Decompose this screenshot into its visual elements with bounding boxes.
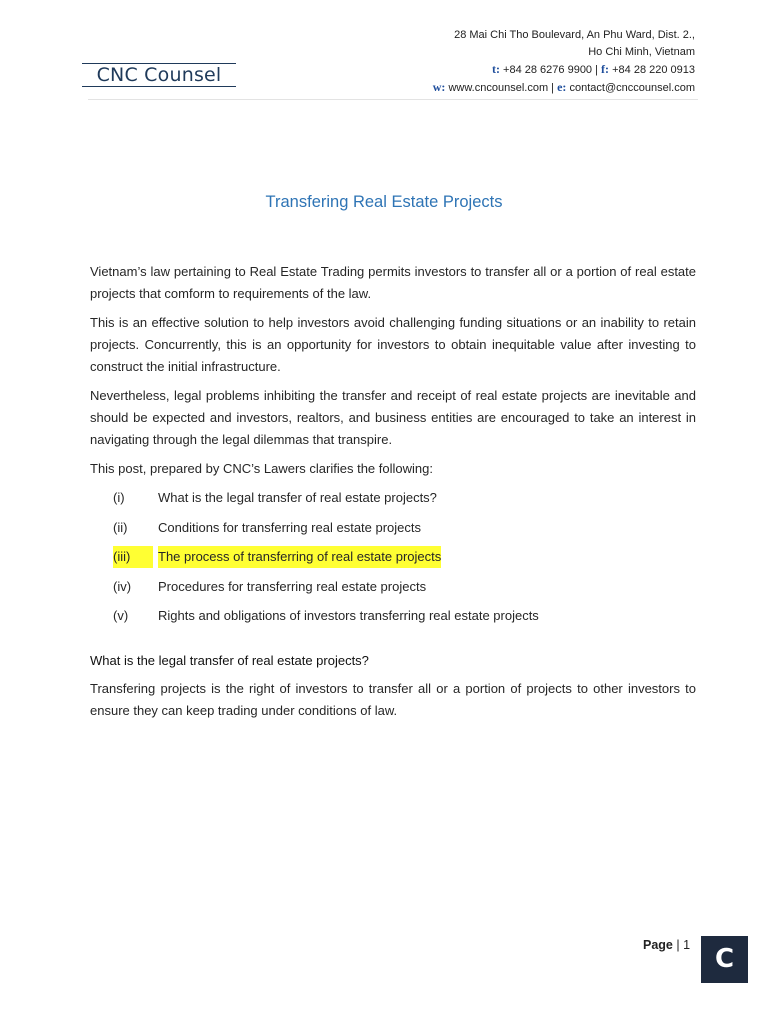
paragraph-1: Vietnam’s law pertaining to Real Estate Trading permits investors to transfer all or a portion of real estate projects that comform to requirements of the law. bbox=[90, 264, 696, 301]
email-link[interactable]: contact@cnccounsel.com bbox=[569, 82, 695, 94]
tel-value: +84 28 6276 9900 bbox=[503, 64, 593, 76]
header-divider bbox=[88, 99, 698, 100]
list-item-number: (iv) bbox=[113, 578, 132, 594]
paragraph-3: Nevertheless, legal problems inhibiting the transfer and receipt of real estate projects are inevitable and should be expected and investors, realtors, and business entities are encouraged to take an interest in navigating through the legal dilemmas that transpire. bbox=[90, 388, 696, 447]
address-line-2: Ho Chi Minh, Vietnam bbox=[588, 46, 695, 58]
list-item bbox=[113, 487, 696, 509]
list-item-number: (v) bbox=[113, 608, 129, 623]
page-separator: | bbox=[676, 938, 680, 952]
section-heading: What is the legal transfer of real estate projects? bbox=[90, 653, 369, 668]
page-label: Page bbox=[643, 938, 673, 952]
phone-fax-line bbox=[433, 61, 695, 79]
list-item-number: (iii) bbox=[113, 546, 153, 568]
contact-block bbox=[433, 27, 695, 97]
tel-label: t: bbox=[491, 62, 500, 76]
list-item-highlighted bbox=[113, 546, 696, 568]
list-item-text: What is the legal transfer of real estate projects? bbox=[158, 490, 437, 505]
list-item bbox=[113, 605, 696, 627]
document-body bbox=[90, 261, 696, 729]
web-label: w: bbox=[432, 80, 446, 94]
phone-separator: | bbox=[595, 64, 598, 76]
fax-value: +84 28 220 0913 bbox=[612, 64, 695, 76]
address-line-1: 28 Mai Chi Tho Boulevard, An Phu Ward, Dist. 2., bbox=[454, 29, 695, 41]
contents-list bbox=[90, 487, 696, 627]
logo-text: CNC Counsel bbox=[96, 64, 222, 86]
list-item-number: (i) bbox=[113, 490, 125, 505]
list-item bbox=[113, 576, 696, 598]
cnc-logo-badge-icon: C bbox=[701, 936, 748, 983]
web-link[interactable]: www.cncounsel.com bbox=[448, 82, 549, 94]
paragraph-4: This post, prepared by CNC’s Lawers clarifies the following: bbox=[90, 461, 433, 476]
web-separator: | bbox=[551, 82, 555, 94]
fax-label: f: bbox=[601, 62, 610, 76]
section-paragraph: Transfering projects is the right of investors to transfer all or a portion of projects to other investors to ensure they can keep trading under conditions of law. bbox=[90, 681, 696, 718]
logo-bottom-rule bbox=[82, 86, 236, 87]
document-title: Transfering Real Estate Projects bbox=[265, 193, 503, 211]
cnc-counsel-logo bbox=[82, 63, 236, 87]
web-email-line bbox=[433, 79, 695, 97]
list-item-text: The process of transferring of real estate projects bbox=[158, 546, 441, 568]
list-item-text: Procedures for transferring real estate projects bbox=[158, 578, 427, 594]
list-item-text: Conditions for transferring real estate projects bbox=[158, 519, 422, 535]
list-item-number: (ii) bbox=[113, 519, 128, 535]
paragraph-2: This is an effective solution to help investors avoid challenging funding situations or an inability to retain projects. Concurrently, this is an opportunity for investors to obtain inequitable value after investing to construct the initial infrastructure. bbox=[90, 315, 696, 374]
page-number-value: 1 bbox=[683, 938, 691, 952]
page-number bbox=[643, 938, 690, 952]
list-item bbox=[113, 517, 696, 539]
email-label: e: bbox=[557, 80, 567, 94]
list-item-text: Rights and obligations of investors transferring real estate projects bbox=[158, 608, 539, 623]
